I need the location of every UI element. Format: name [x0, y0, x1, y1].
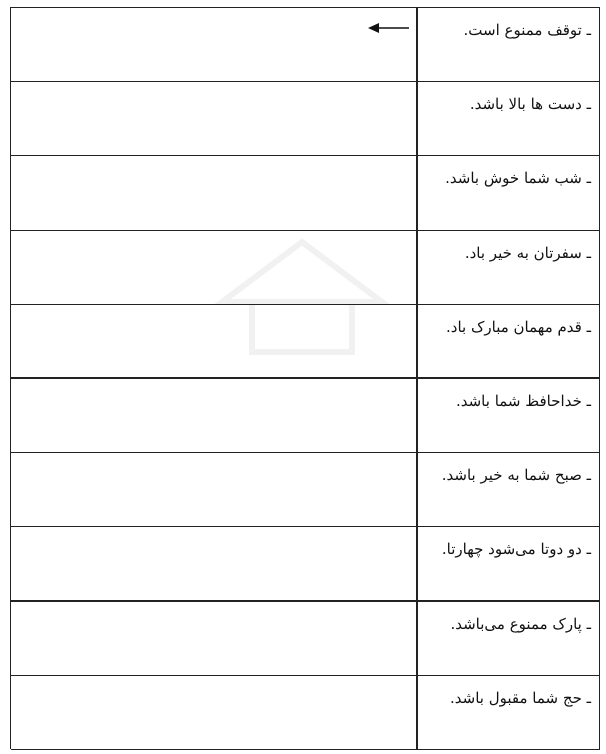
answer-cell[interactable] — [11, 8, 418, 81]
sentence-cell: ـ حج شما مقبول باشد. — [418, 676, 600, 749]
sentence-cell: ـ دست ها بالا باشد. — [418, 82, 600, 155]
table-row — [11, 379, 600, 453]
answer-cell[interactable] — [11, 453, 418, 526]
answer-cell[interactable] — [11, 676, 418, 749]
worksheet-table — [10, 7, 600, 749]
answer-cell[interactable] — [11, 379, 418, 452]
sentence-cell: ـ خداحافظ شما باشد. — [418, 379, 600, 452]
table-row — [11, 602, 600, 676]
sentence-cell: ـ شب شما خوش باشد. — [418, 156, 600, 229]
table-row — [11, 676, 600, 750]
answer-cell[interactable] — [11, 156, 418, 229]
table-row — [11, 82, 600, 156]
table-row — [11, 8, 600, 82]
answer-cell[interactable] — [11, 231, 418, 304]
left-arrow-icon — [368, 21, 410, 35]
answer-cell[interactable] — [11, 527, 418, 599]
table-row — [11, 305, 600, 379]
sentence-cell: ـ قدم مهمان مبارک باد. — [418, 305, 600, 377]
sentence-cell: ـ توقف ممنوع است. — [418, 8, 600, 81]
table-row — [11, 527, 600, 601]
answer-cell[interactable] — [11, 305, 418, 377]
sentence-cell: ـ پارک ممنوع می‌باشد. — [418, 602, 600, 675]
sentence-cell: ـ سفرتان به خیر باد. — [418, 231, 600, 304]
answer-cell[interactable] — [11, 602, 418, 675]
table-row — [11, 453, 600, 527]
sentence-cell: ـ صبح شما به خیر باشد. — [418, 453, 600, 526]
answer-cell[interactable] — [11, 82, 418, 155]
table-row — [11, 231, 600, 305]
table-row — [11, 156, 600, 230]
sentence-cell: ـ دو دوتا می‌شود چهارتا. — [418, 527, 600, 599]
